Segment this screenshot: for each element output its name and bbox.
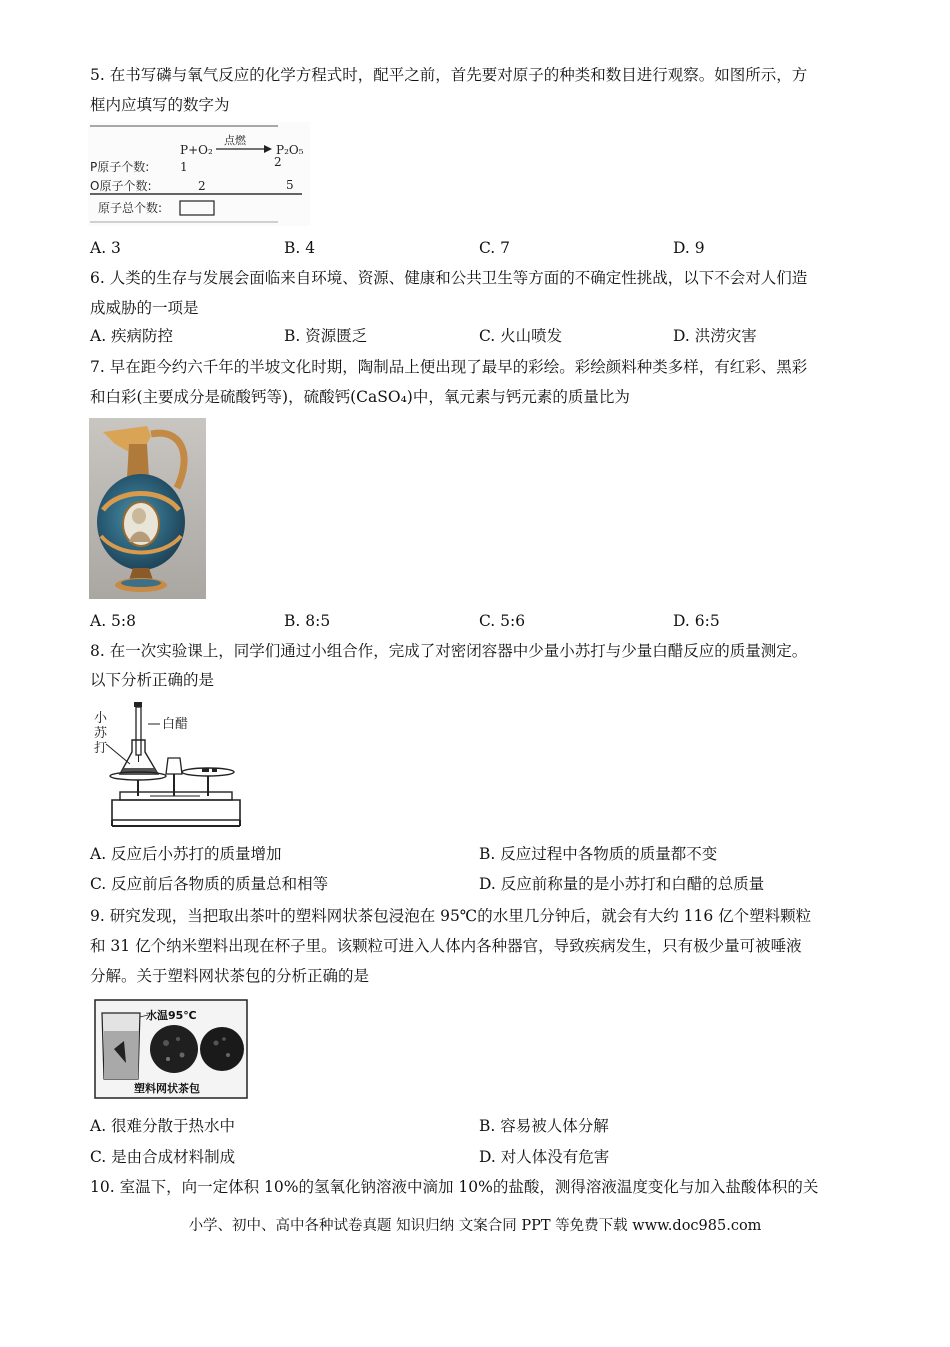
q8-option-c: C. 反应前后各物质的质量总和相等 [90, 875, 329, 893]
q5-option-c: C. 7 [479, 239, 511, 257]
q8-balance-experiment-figure [90, 700, 244, 830]
q7-painted-vase-photo [89, 418, 206, 599]
q8-stem-line1: 8. 在一次实验课上，同学们通过小组合作，完成了对密闭容器中少量小苏打与少量白醋反应的质量测定。 [90, 642, 808, 660]
q5-option-d: D. 9 [673, 239, 705, 257]
q5-option-a: A. 3 [90, 239, 121, 257]
q5-eq-left: P+O₂ [180, 143, 213, 157]
q8-stem-line2: 以下分析正确的是 [90, 671, 215, 689]
q5-row1-left: 1 [180, 160, 188, 174]
page-footer: 小学、初中、高中各种试卷真题 知识归纳 文案合同 PPT 等免费下载 www.doc985.com [188, 1218, 762, 1234]
q9-option-a: A. 很难分散于热水中 [90, 1117, 236, 1135]
q5-option-b: B. 4 [284, 239, 316, 257]
q7-stem-line2: 和白彩(主要成分是硫酸钙等)，硫酸钙(CaSO₄)中，氧元素与钙元素的质量比为 [90, 388, 630, 406]
q8-label-baking-soda-char-2: 苏 [94, 726, 108, 741]
q5-eq-right: P₂O₅ [276, 143, 304, 157]
q5-stem-line1: 5. 在书写磷与氧气反应的化学方程式时，配平之前，首先要对原子的种类和数目进行观察。如图所示，方 [90, 66, 808, 84]
q7-option-c: C. 5:6 [479, 612, 526, 630]
q5-atom-count-figure [88, 122, 310, 226]
q9-label-tea-bag: 塑料网状茶包 [134, 1082, 200, 1095]
q5-row1-right: 2 [274, 155, 282, 169]
q8-label-vinegar: 白醋 [162, 717, 189, 732]
q9-stem-line1: 9. 研究发现，当把取出茶叶的塑料网状茶包浸泡在 95℃的水里几分钟后，就会有大约 116 亿个塑料颗粒 [90, 907, 812, 925]
q9-stem-line3: 分解。关于塑料网状茶包的分析正确的是 [90, 967, 370, 985]
q6-stem-line2: 成威胁的一项是 [90, 299, 199, 317]
q5-arrow-label: 点燃 [224, 134, 246, 147]
q7-option-b: B. 8:5 [284, 612, 331, 630]
q7-stem-line1: 7. 早在距今约六千年的半坡文化时期，陶制品上便出现了最早的彩绘。彩绘颜料种类多样，有红彩、黑彩 [90, 358, 808, 376]
q5-stem-line2: 框内应填写的数字为 [90, 96, 230, 114]
q8-label-baking-soda-char-1: 小 [94, 711, 108, 726]
q6-option-c: C. 火山喷发 [479, 327, 563, 345]
q9-tea-bag-figure [94, 999, 248, 1099]
q7-option-a: A. 5:8 [90, 612, 136, 630]
q7-option-d: D. 6:5 [673, 612, 720, 630]
q6-option-b: B. 资源匮乏 [284, 327, 368, 345]
q9-stem-line2: 和 31 亿个纳米塑料出现在杯子里。该颗粒可进入人体内各种器官，导致疾病发生，只有极少量可被唾液 [90, 937, 802, 955]
q9-option-d: D. 对人体没有危害 [479, 1148, 610, 1166]
q8-option-a: A. 反应后小苏打的质量增加 [90, 845, 282, 863]
q9-label-water-temp: 水温95℃ [146, 1009, 197, 1022]
q8-option-b: B. 反应过程中各物质的质量都不变 [479, 845, 718, 863]
q6-option-d: D. 洪涝灾害 [673, 327, 757, 345]
q5-row2-left: 2 [198, 179, 206, 193]
q5-row1-label: P原子个数: [90, 160, 150, 174]
q8-label-baking-soda-char-3: 打 [94, 741, 108, 756]
q9-option-b: B. 容易被人体分解 [479, 1117, 609, 1135]
q9-option-c: C. 是由合成材料制成 [90, 1148, 236, 1166]
q5-row2-label: O原子个数: [90, 179, 152, 193]
q6-option-a: A. 疾病防控 [90, 327, 174, 345]
q5-row3-label: 原子总个数: [98, 201, 163, 215]
q5-row2-right: 5 [286, 178, 294, 192]
q6-stem-line1: 6. 人类的生存与发展会面临来自环境、资源、健康和公共卫生等方面的不确定性挑战，以下不会对人们造 [90, 269, 808, 287]
q8-option-d: D. 反应前称量的是小苏打和白醋的总质量 [479, 875, 765, 893]
q10-stem-line1: 10. 室温下，向一定体积 10%的氢氧化钠溶液中滴加 10%的盐酸，测得溶液温度变化与加入盐酸体积的关 [90, 1178, 819, 1196]
